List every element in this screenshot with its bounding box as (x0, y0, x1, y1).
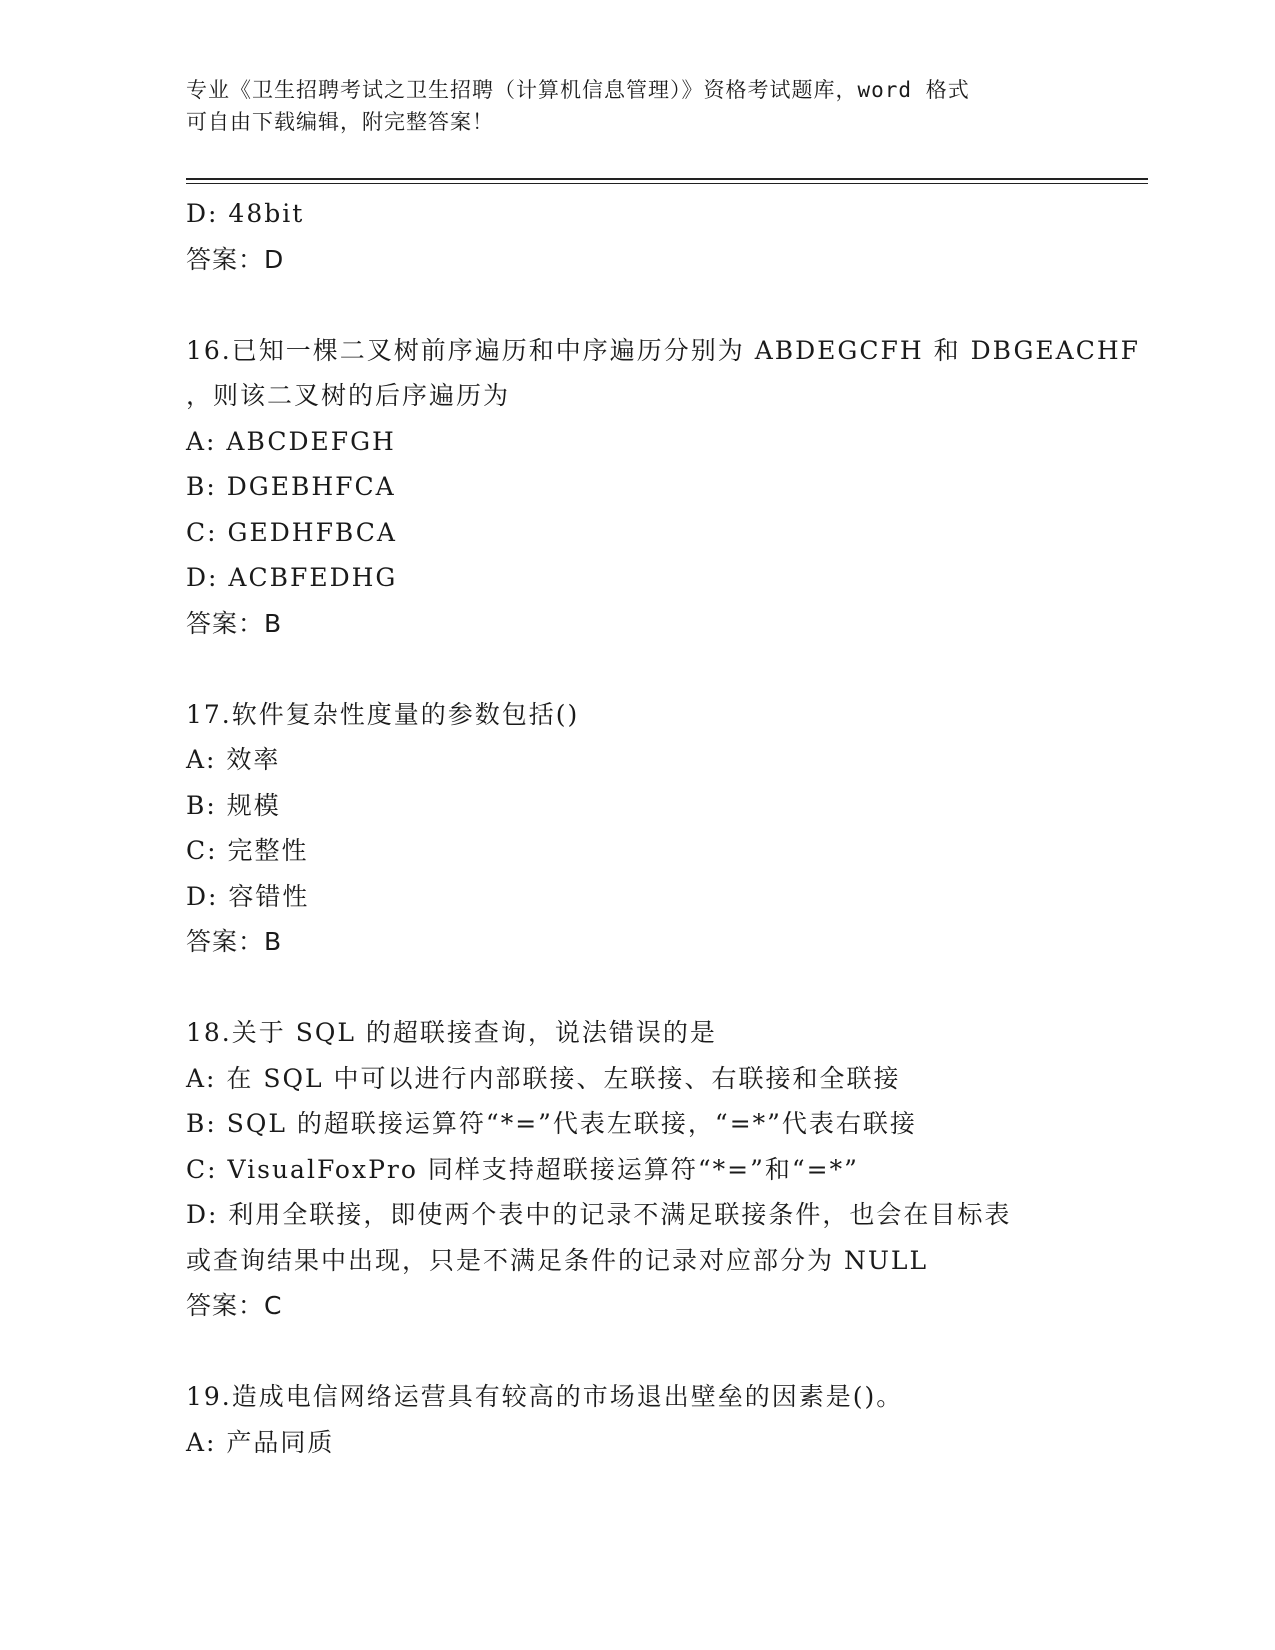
spacer (186, 965, 1086, 1011)
option-a: A: 产品同质 (186, 1427, 335, 1457)
answer-line: 答案：B (186, 608, 283, 638)
option-b: B: SQL 的超联接运算符“*=”代表左联接，“=*”代表右联接 (186, 1109, 917, 1138)
option-c: C: GEDHFBCA (186, 517, 397, 547)
header-rule-thin (186, 183, 1148, 184)
spacer (186, 282, 1086, 328)
header-line-2: 可自由下载编辑，附完整答案！ (186, 110, 494, 134)
option-a: A: ABCDEFGH (186, 426, 396, 456)
option-d: D: 48bit (186, 199, 305, 228)
option-a: A: 在 SQL 中可以进行内部联接、左联接、右联接和全联接 (186, 1063, 901, 1093)
page-header (186, 74, 1066, 138)
question-stem: 19.造成电信网络运营具有较高的市场退出壁垒的因素是()。 (186, 1382, 904, 1411)
question-stem: ，则该二叉树的后序遍历为 (186, 381, 511, 410)
option-c: C: VisualFoxPro 同样支持超联接运算符“*=”和“=*” (186, 1154, 859, 1184)
option-d: D: 容错性 (186, 881, 310, 911)
question-16 (186, 328, 1140, 647)
question-stem: 16.已知一棵二叉树前序遍历和中序遍历分别为 ABDEGCFH 和 DBGEACHF (186, 335, 1140, 365)
question-18 (186, 1010, 1086, 1329)
question-stem: 17.软件复杂性度量的参数包括() (186, 699, 580, 729)
previous-question-tail (186, 191, 1086, 282)
question-list (186, 191, 1140, 1465)
header-line-1: 专业《卫生招聘考试之卫生招聘（计算机信息管理）》资格考试题库，word 格式 (186, 78, 970, 102)
option-d: D: 利用全联接，即使两个表中的记录不满足联接条件，也会在目标表 (186, 1200, 1012, 1229)
option-a: A: 效率 (186, 745, 281, 774)
question-19 (186, 1374, 1086, 1465)
option-c: C: 完整性 (186, 836, 309, 865)
option-d-continuation: 或查询结果中出现，只是不满足条件的记录对应部分为 NULL (186, 1245, 929, 1275)
question-17 (186, 692, 1086, 965)
answer-line: 答案：B (186, 927, 283, 956)
option-b: B: DGEBHFCA (186, 472, 396, 501)
header-rule-thick (186, 178, 1148, 180)
option-d: D: ACBFEDHG (186, 563, 398, 592)
option-b: B: 规模 (186, 790, 281, 820)
spacer (186, 646, 1086, 692)
answer-line: 答案：D (186, 244, 285, 274)
question-stem: 18.关于 SQL 的超联接查询，说法错误的是 (186, 1018, 717, 1047)
answer-line: 答案：C (186, 1291, 283, 1320)
spacer (186, 1329, 1086, 1375)
